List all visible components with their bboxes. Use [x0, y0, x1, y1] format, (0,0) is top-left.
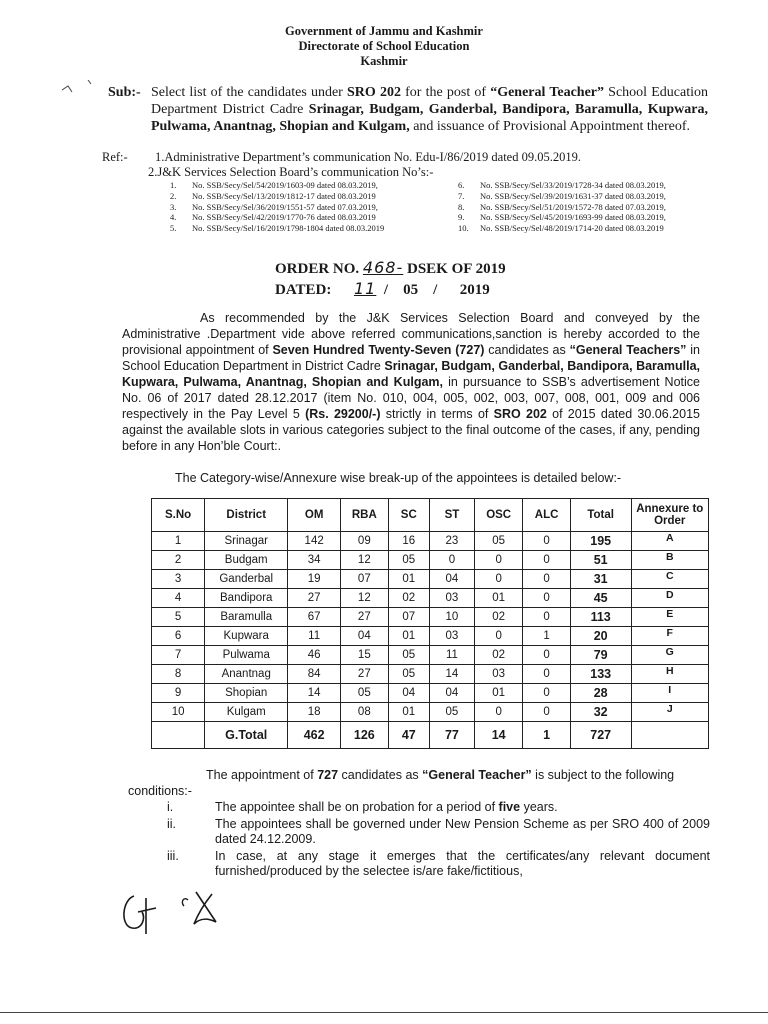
- table-cell: [631, 722, 709, 749]
- table-cell: 45: [570, 589, 631, 608]
- order-paragraph: [122, 310, 700, 454]
- para-text: strictly in terms of: [380, 407, 494, 421]
- reference-item: 1.Administrative Department’s communication No. Edu-I/86/2019 dated 09.05.2019.: [155, 150, 581, 164]
- condition-bold: five: [498, 800, 521, 814]
- table-cell: 18: [288, 703, 341, 722]
- header-government: Government of Jammu and Kashmir: [285, 24, 483, 38]
- table-cell: 10: [429, 608, 474, 627]
- condition-text: years.: [520, 800, 558, 814]
- conditions-list: [165, 800, 710, 881]
- table-cell: 05: [341, 684, 389, 703]
- table-cell: 04: [429, 684, 474, 703]
- header-om: OM: [288, 499, 341, 532]
- condition-number: iii.: [167, 849, 179, 863]
- table-cell: 04: [341, 627, 389, 646]
- para-bold: Srinagar, Budgam, Ganderbal, Bandipora, Baramulla, Kupwara, Pulwama, Anantnag, Shopian and Kulgam,: [122, 359, 700, 389]
- margin-mark: [58, 80, 98, 104]
- item-number: 5.: [170, 223, 177, 234]
- communication-item: [458, 191, 728, 202]
- reference-label: Ref:-: [102, 150, 128, 164]
- table-cell: Bandipora: [205, 589, 288, 608]
- communication-item: [170, 180, 450, 191]
- item-text: No. SSB/Secy/Sel/33/2019/1728-34 dated 08.03.2019,: [480, 180, 666, 190]
- condition-number: ii.: [167, 817, 177, 831]
- table-cell: 07: [341, 570, 389, 589]
- table-cell: 195: [570, 532, 631, 551]
- table-cell: 01: [388, 570, 429, 589]
- table-cell: 0: [523, 589, 570, 608]
- table-total-cell: 14: [474, 722, 522, 749]
- table-cell: 0: [523, 703, 570, 722]
- table-cell: Pulwama: [205, 646, 288, 665]
- subject-post: “General Teacher”: [490, 85, 605, 100]
- para-bold: “General Teachers”: [569, 343, 687, 357]
- item-number: 6.: [458, 180, 465, 190]
- header-sno: S.No: [152, 499, 205, 532]
- table-cell: Srinagar: [205, 532, 288, 551]
- table-cell: 31: [570, 570, 631, 589]
- table-cell: Anantnag: [205, 665, 288, 684]
- order-number-handwritten: 468-: [362, 258, 404, 277]
- table-cell: 11: [288, 627, 341, 646]
- table-cell: 23: [429, 532, 474, 551]
- table-cell: I: [631, 684, 709, 703]
- item-text: No. SSB/Secy/Sel/36/2019/1551-57 dated 07.03.2019,: [192, 201, 378, 212]
- table-cell: 14: [288, 684, 341, 703]
- table-cell: 12: [341, 589, 389, 608]
- table-cell: 46: [288, 646, 341, 665]
- table-cell: 20: [570, 627, 631, 646]
- item-number: 2.: [170, 190, 177, 201]
- item-text: No. SSB/Secy/Sel/42/2019/1770-76 dated 08.03.2019: [192, 212, 376, 223]
- table-cell: G: [631, 646, 709, 665]
- table-row: [152, 627, 709, 646]
- item-text: No. SSB/Secy/Sel/54/2019/1603-09 dated 08.03.2019,: [192, 180, 378, 190]
- table-cell: Budgam: [205, 551, 288, 570]
- order-month: 05: [403, 282, 419, 298]
- table-cell: 19: [288, 570, 341, 589]
- table-cell: D: [631, 589, 709, 608]
- table-cell: 0: [523, 684, 570, 703]
- reference-block: [102, 150, 722, 180]
- communications-right: [458, 180, 728, 234]
- table-row: [152, 589, 709, 608]
- item-text: No. SSB/Secy/Sel/45/2019/1693-99 dated 08.03.2019,: [480, 212, 666, 223]
- para-bold: 727: [317, 768, 339, 782]
- communication-item: [170, 212, 450, 223]
- header-directorate: Directorate of School Education: [298, 39, 470, 53]
- table-total-cell: 727: [570, 722, 631, 749]
- item-number: 8.: [458, 201, 465, 212]
- table-cell: 0: [523, 646, 570, 665]
- table-cell: 0: [523, 532, 570, 551]
- item-text: No. SSB/Secy/Sel/16/2019/1798-1804 dated 08.03.2019: [192, 223, 385, 234]
- date-separator: /: [383, 282, 389, 298]
- condition-text: The appointees shall be governed under New Pension Scheme as per SRO 400 of 2009 dated 24.12.2009.: [215, 817, 710, 846]
- header-sc: SC: [388, 499, 429, 532]
- table-row: [152, 703, 709, 722]
- communication-item: [458, 212, 728, 223]
- table-cell: 0: [474, 703, 522, 722]
- item-number: 9.: [458, 212, 465, 223]
- table-cell: 5: [152, 608, 205, 627]
- order-suffix: DSEK OF 2019: [406, 261, 506, 277]
- table-cell: 05: [388, 551, 429, 570]
- subject-block: [108, 84, 708, 135]
- subject-districts: Srinagar, Budgam, Ganderbal, Bandipora, Baramulla, Kupwara, Pulwama, Anantnag, Shopian and Kulgam,: [151, 102, 708, 134]
- subject-label: Sub:-: [108, 85, 141, 100]
- table-cell: 32: [570, 703, 631, 722]
- table-body: [152, 532, 709, 749]
- table-total-cell: 47: [388, 722, 429, 749]
- table-cell: 34: [288, 551, 341, 570]
- table-cell: 0: [474, 551, 522, 570]
- table-cell: 0: [523, 570, 570, 589]
- header-annexure: Annexure to Order: [631, 499, 709, 532]
- table-cell: 04: [388, 684, 429, 703]
- subject-part: Select list of the candidates under: [151, 85, 348, 100]
- table-cell: Kulgam: [205, 703, 288, 722]
- table-cell: 05: [474, 532, 522, 551]
- table-cell: 05: [388, 646, 429, 665]
- table-cell: 27: [341, 608, 389, 627]
- table-cell: 02: [474, 608, 522, 627]
- item-number: 10.: [458, 223, 469, 234]
- table-cell: 01: [474, 589, 522, 608]
- table-cell: 2: [152, 551, 205, 570]
- table-cell: C: [631, 570, 709, 589]
- table-cell: 07: [388, 608, 429, 627]
- table-cell: 08: [341, 703, 389, 722]
- header-district: District: [205, 499, 288, 532]
- table-total-cell: 462: [288, 722, 341, 749]
- item-text: No. SSB/Secy/Sel/39/2019/1631-37 dated 08.03.2019,: [480, 190, 666, 201]
- table-row: [152, 646, 709, 665]
- item-text: No. SSB/Secy/Sel/13/2019/1812-17 dated 08.03.2019: [192, 190, 376, 201]
- table-cell: 03: [429, 627, 474, 646]
- table-cell: 05: [388, 665, 429, 684]
- subject-text: [108, 84, 708, 135]
- table-cell: 01: [474, 684, 522, 703]
- communication-item: [458, 223, 728, 234]
- communications-left: [170, 180, 450, 234]
- communication-item: [170, 223, 450, 234]
- para-bold: SRO 202: [493, 407, 547, 421]
- subject-part: for the post of: [400, 85, 491, 100]
- table-cell: Shopian: [205, 684, 288, 703]
- table-cell: 03: [429, 589, 474, 608]
- table-cell: Baramulla: [205, 608, 288, 627]
- table-cell: 4: [152, 589, 205, 608]
- table-cell: 142: [288, 532, 341, 551]
- item-number: 1.: [170, 180, 177, 190]
- header-st: ST: [429, 499, 474, 532]
- order-heading: [275, 258, 506, 300]
- table-row: [152, 532, 709, 551]
- order-day-handwritten: 11: [353, 279, 377, 298]
- item-number: 3.: [170, 201, 177, 212]
- table-cell: 01: [388, 703, 429, 722]
- table-cell: 27: [341, 665, 389, 684]
- condition-number: i.: [167, 800, 174, 814]
- para-text: is subject to the following conditions:-: [128, 768, 675, 798]
- table-cell: 51: [570, 551, 631, 570]
- condition-text: In case, at any stage it emerges that the certificates/any relevant document furnished/produced by the selectee is/are fake/fictitious,: [215, 849, 710, 878]
- communication-item: [170, 202, 450, 213]
- condition-item: [165, 800, 710, 815]
- table-row: [152, 665, 709, 684]
- table-cell: 133: [570, 665, 631, 684]
- table-cell: 9: [152, 684, 205, 703]
- table-cell: 14: [429, 665, 474, 684]
- reference-item: 2.J&K Services Selection Board’s communication No’s:-: [148, 165, 434, 179]
- conditions-intro: [128, 767, 706, 799]
- item-number: 4.: [170, 212, 177, 223]
- table-cell: Ganderbal: [205, 570, 288, 589]
- table-cell: 0: [429, 551, 474, 570]
- document-header: [0, 24, 768, 69]
- table-total-cell: 126: [341, 722, 389, 749]
- item-number: 7.: [458, 190, 465, 201]
- order-year: 2019: [459, 282, 490, 298]
- table-row: [152, 551, 709, 570]
- scan-bottom-edge: [0, 1012, 768, 1013]
- table-cell: 67: [288, 608, 341, 627]
- table-cell: [152, 722, 205, 749]
- table-cell: 84: [288, 665, 341, 684]
- table-cell: 3: [152, 570, 205, 589]
- para-text: of 2015 dated 30.06.2015 against the available slots in various categories subject to the final outcome of the cases, if any, pending before in any Hon’ble Court:.: [122, 407, 700, 453]
- condition-item: [165, 849, 710, 879]
- table-cell: E: [631, 608, 709, 627]
- para-text: As recommended by the J&K Services Selection Board and conveyed by the Administrative .Department vide above referred communications,sanction is hereby accorded to the provisional appointment of: [122, 311, 700, 357]
- table-cell: 6: [152, 627, 205, 646]
- table-cell: 12: [341, 551, 389, 570]
- para-text: in School Education Department in District Cadre: [122, 343, 700, 373]
- table-cell: H: [631, 665, 709, 684]
- table-cell: 05: [429, 703, 474, 722]
- order-dated-label: DATED:: [275, 282, 332, 298]
- para-text: candidates as: [338, 768, 423, 782]
- table-cell: 0: [474, 627, 522, 646]
- table-cell: 0: [523, 608, 570, 627]
- para-bold: Seven Hundred Twenty-Seven (727): [272, 343, 485, 357]
- condition-text: The appointee shall be on probation for a period of: [215, 800, 499, 814]
- table-cell: 03: [474, 665, 522, 684]
- header-rba: RBA: [341, 499, 389, 532]
- table-total-row: [152, 722, 709, 749]
- table-row: [152, 570, 709, 589]
- date-separator: /: [433, 282, 438, 298]
- order-prefix: ORDER NO.: [275, 261, 360, 277]
- table-cell: 01: [388, 627, 429, 646]
- table-cell: 7: [152, 646, 205, 665]
- table-cell: 27: [288, 589, 341, 608]
- communication-item: [458, 180, 728, 191]
- communication-item: [458, 202, 728, 213]
- handwritten-initials-mark: [112, 878, 242, 938]
- table-cell: 16: [388, 532, 429, 551]
- table-cell: 10: [152, 703, 205, 722]
- order-date-line: [275, 279, 506, 300]
- table-cell: 8: [152, 665, 205, 684]
- para-bold: “General Teacher”: [422, 768, 532, 782]
- para-text: The appointment of: [206, 768, 318, 782]
- table-cell: 0: [474, 570, 522, 589]
- table-cell: F: [631, 627, 709, 646]
- header-location: Kashmir: [360, 54, 408, 68]
- appointees-table: [151, 498, 709, 749]
- subject-sro: SRO 202: [347, 85, 401, 100]
- table-cell: 02: [388, 589, 429, 608]
- table-header-row: [152, 499, 709, 532]
- table-cell: 1: [152, 532, 205, 551]
- breakup-intro: The Category-wise/Annexure wise break-up of the appointees is detailed below:-: [175, 471, 622, 485]
- subject-part: and issuance of Provisional Appointment thereof.: [409, 119, 691, 134]
- table-cell: 15: [341, 646, 389, 665]
- para-text: candidates as: [484, 343, 570, 357]
- table-cell: 79: [570, 646, 631, 665]
- table-cell: 1: [523, 627, 570, 646]
- table-total-cell: 77: [429, 722, 474, 749]
- table-cell: 28: [570, 684, 631, 703]
- item-text: No. SSB/Secy/Sel/48/2019/1714-20 dated 08.03.2019: [480, 223, 664, 234]
- header-total: Total: [570, 499, 631, 532]
- table-cell: 11: [429, 646, 474, 665]
- table-cell: A: [631, 532, 709, 551]
- table-cell: 02: [474, 646, 522, 665]
- item-text: No. SSB/Secy/Sel/51/2019/1572-78 dated 07.03.2019,: [480, 201, 666, 212]
- table-cell: 0: [523, 551, 570, 570]
- table-cell: 09: [341, 532, 389, 551]
- header-alc: ALC: [523, 499, 570, 532]
- subject-part: School Education Department District Cadre: [151, 85, 708, 117]
- table-cell: 0: [523, 665, 570, 684]
- order-number-line: [275, 258, 506, 279]
- table-total-cell: 1: [523, 722, 570, 749]
- table-cell: 113: [570, 608, 631, 627]
- condition-item: [165, 817, 710, 847]
- para-text: in pursuance to SSB’s advertisement Notice No. 06 of 2017 dated 28.12.2017 (item No. 010, 004, 005, 002, 003, 007, 008, 001, 009 and 006 respectively in the Pay Level 5: [122, 375, 700, 421]
- table-cell: J: [631, 703, 709, 722]
- table-cell: Kupwara: [205, 627, 288, 646]
- communication-item: [170, 191, 450, 202]
- header-osc: OSC: [474, 499, 522, 532]
- table-cell: 04: [429, 570, 474, 589]
- table-row: [152, 608, 709, 627]
- para-bold: (Rs. 29200/-): [305, 407, 381, 421]
- table-cell: B: [631, 551, 709, 570]
- table-total-cell: G.Total: [205, 722, 288, 749]
- table-row: [152, 684, 709, 703]
